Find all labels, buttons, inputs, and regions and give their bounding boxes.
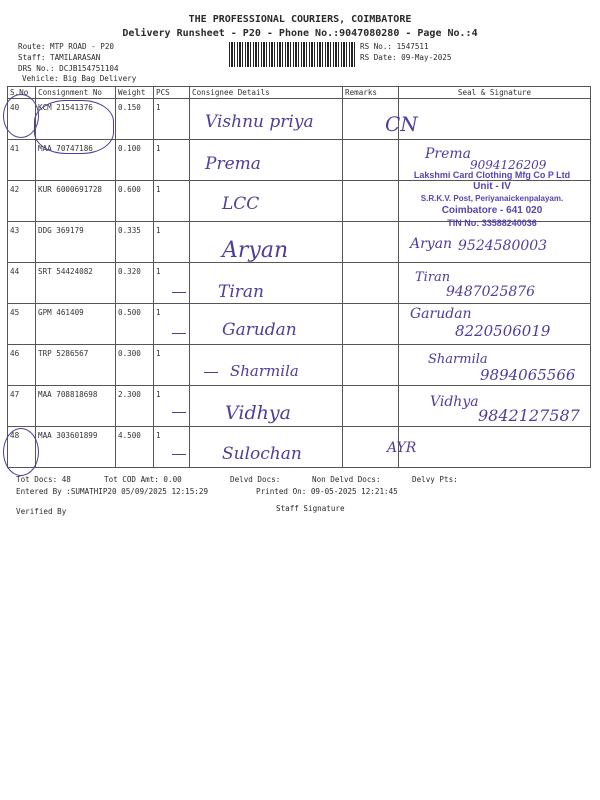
row-weight: 4.500: [116, 427, 154, 468]
vehicle-label: Vehicle: Big Bag Delivery: [22, 74, 137, 83]
row-weight: 0.335: [116, 222, 154, 263]
row-consignment-no: KUR 6000691728: [36, 181, 116, 222]
stamp-line: Unit - IV: [473, 181, 511, 192]
dash-mark: [172, 292, 186, 293]
col-sno: S.No: [8, 87, 36, 99]
signature-handwriting: Vidhya: [430, 394, 479, 410]
row-weight: 0.100: [116, 140, 154, 181]
verified-by-label: Verified By: [16, 507, 67, 516]
col-pcs: PCS: [154, 87, 190, 99]
company-seal-stamp: [392, 169, 592, 229]
col-weight: Weight: [116, 87, 154, 99]
sno-circle-mark: [3, 428, 39, 476]
consignee-handwriting: Vidhya: [225, 402, 291, 424]
row-sno: 48: [8, 427, 36, 468]
barcode-image: [229, 42, 355, 67]
col-consignment: Consignment No: [36, 87, 116, 99]
dash-mark: [172, 454, 186, 455]
signature-handwriting: Tiran: [415, 270, 451, 285]
row-consignment-no: MAA 708818698: [36, 386, 116, 427]
signature-phone: 9894065566: [480, 366, 576, 384]
dash-mark: [172, 412, 186, 413]
signature-phone: 9487025876: [446, 284, 536, 300]
consignee-handwriting: Sharmila: [230, 362, 299, 380]
stamp-line: TIN No: 33588240036: [447, 218, 537, 228]
row-sno: 47: [8, 386, 36, 427]
consignee-handwriting: Prema: [205, 154, 261, 174]
row-sno: 44: [8, 263, 36, 304]
row-consignment-no: MAA 303601899: [36, 427, 116, 468]
signature-phone: 9842127587: [478, 406, 580, 425]
row-sno: 42: [8, 181, 36, 222]
row-sno: 41: [8, 140, 36, 181]
row-remarks: [343, 140, 399, 181]
row-weight: 0.320: [116, 263, 154, 304]
signature-handwriting: Prema: [425, 146, 472, 162]
staff-label: Staff: TAMILARASAN: [18, 53, 101, 62]
row-consignee: [190, 181, 343, 222]
col-remarks: Remarks: [343, 87, 399, 99]
signature-phone: 9524580003: [458, 238, 548, 254]
row-weight: 0.300: [116, 345, 154, 386]
row-pcs: 1: [154, 140, 190, 181]
stamp-line: Coimbatore - 641 020: [441, 205, 543, 216]
drs-label: DRS No.: DCJB154751104: [18, 64, 119, 73]
row-pcs: 1: [154, 386, 190, 427]
signature-handwriting: AYR: [387, 440, 417, 456]
consignee-handwriting: Vishnu priya: [205, 112, 314, 132]
row-pcs: 1: [154, 263, 190, 304]
row-pcs: 1: [154, 181, 190, 222]
row-sno: 45: [8, 304, 36, 345]
row-remarks: [343, 263, 399, 304]
row-pcs: 1: [154, 345, 190, 386]
row-remarks: [343, 222, 399, 263]
col-consignee: Consignee Details: [190, 87, 343, 99]
signature-handwriting: CN: [385, 112, 418, 136]
entered-by: Entered By :SUMATHIP20 05/09/2025 12:15:29: [16, 487, 209, 496]
total-cod-amount: Tot COD Amt: 0.00: [104, 475, 182, 484]
non-delivered-docs: Non Delvd Docs:: [312, 475, 381, 484]
scribble-mark: [34, 100, 114, 154]
signature-handwriting: Aryan: [410, 236, 453, 252]
row-consignment-no: KCM 21541376: [36, 99, 116, 140]
row-consignment-no: TRP 5286567: [36, 345, 116, 386]
rs-date: RS Date: 09-May-2025: [360, 53, 452, 62]
row-pcs: 1: [154, 99, 190, 140]
stamp-line: S.R.K.V. Post, Periyanaickenpalayam.: [420, 194, 564, 203]
consignee-handwriting: Garudan: [222, 320, 297, 340]
col-seal-signature: Seal & Signature: [399, 87, 591, 99]
row-consignment-no: DDG 369179: [36, 222, 116, 263]
consignee-handwriting: Aryan: [222, 238, 289, 263]
consignee-handwriting: Sulochan: [222, 444, 302, 464]
consignee-handwriting: Tiran: [218, 282, 264, 302]
dash-mark: [172, 333, 186, 334]
row-remarks: [343, 386, 399, 427]
row-sno: 46: [8, 345, 36, 386]
runsheet-title: Delivery Runsheet - P20 - Phone No.:9047080280 - Page No.:4: [122, 28, 478, 39]
row-remarks: [343, 345, 399, 386]
row-pcs: 1: [154, 222, 190, 263]
row-weight: 0.150: [116, 99, 154, 140]
staff-signature-label: Staff Signature: [276, 504, 345, 513]
printed-on: Printed On: 09-05-2025 12:21:45: [256, 487, 398, 496]
row-pcs: 1: [154, 427, 190, 468]
consignee-handwriting: LCC: [222, 194, 260, 214]
total-docs: Tot Docs: 48: [16, 475, 71, 484]
company-title: THE PROFESSIONAL COURIERS, COIMBATORE: [188, 14, 412, 25]
row-consignment-no: MAA 70747186: [36, 140, 116, 181]
delivered-docs: Delvd Docs:: [230, 475, 281, 484]
table-header-row: [8, 87, 591, 99]
row-weight: 0.500: [116, 304, 154, 345]
signature-handwriting: Garudan: [410, 306, 472, 322]
row-signature: [399, 427, 591, 468]
row-remarks: [343, 304, 399, 345]
row-signature: [399, 99, 591, 140]
row-consignment-no: SRT 54424082: [36, 263, 116, 304]
row-weight: 0.600: [116, 181, 154, 222]
row-consignment-no: GPM 461409: [36, 304, 116, 345]
row-pcs: 1: [154, 304, 190, 345]
dash-mark: [204, 372, 218, 373]
row-weight: 2.300: [116, 386, 154, 427]
row-sno: 43: [8, 222, 36, 263]
route-label: Route: MTP ROAD - P20: [18, 42, 115, 51]
rs-number: RS No.: 1547511: [360, 42, 429, 51]
delivery-points: Delvy Pts:: [412, 475, 458, 484]
stamp-line: Lakshmi Card Clothing Mfg Co P Ltd: [413, 170, 571, 180]
signature-phone: 8220506019: [455, 322, 551, 340]
row-consignee: [190, 263, 343, 304]
signature-handwriting: Sharmila: [428, 352, 488, 367]
row-sno: 40: [8, 99, 36, 140]
signature-phone: 9094126209: [470, 158, 547, 172]
row-remarks: [343, 181, 399, 222]
